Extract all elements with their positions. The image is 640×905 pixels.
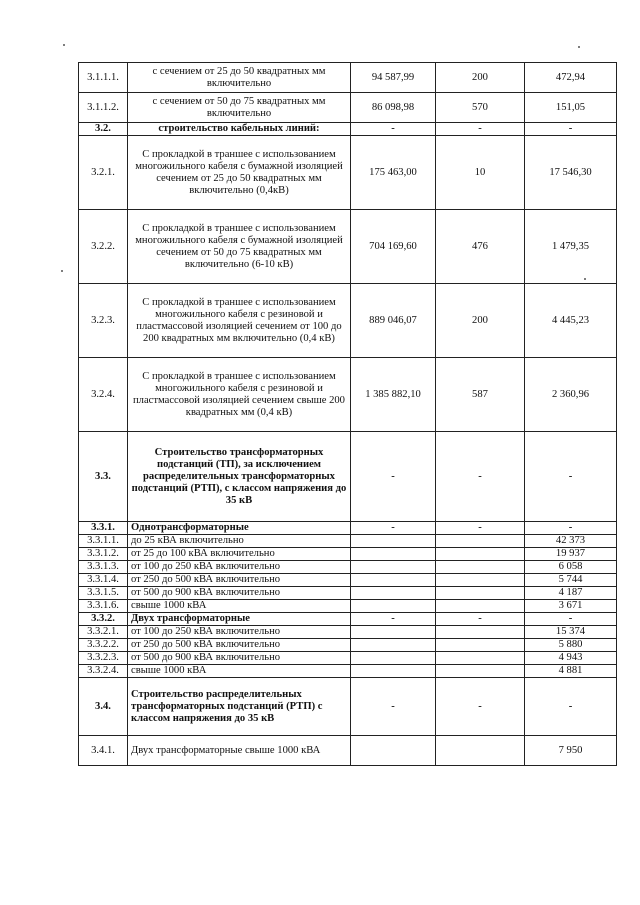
row-name: Двух трансформаторные <box>128 613 351 626</box>
row-value-1: 94 587,99 <box>351 63 436 93</box>
row-name: от 250 до 500 кВА включительно <box>128 574 351 587</box>
table-row <box>79 678 617 736</box>
row-name: от 100 до 250 кВА включительно <box>128 561 351 574</box>
table-row <box>79 548 617 561</box>
row-value-2 <box>436 652 525 665</box>
row-value-3: - <box>525 432 617 522</box>
row-code: 3.3.1.4. <box>79 574 128 587</box>
row-value-2: - <box>436 522 525 535</box>
row-value-1 <box>351 535 436 548</box>
row-value-3: 6 058 <box>525 561 617 574</box>
row-name: от 500 до 900 кВА включительно <box>128 587 351 600</box>
row-name: С прокладкой в траншее с использованием многожильного кабеля с бумажной изоляцией сечением от 50 до 75 квадратных мм включительно (6-10 кВ) <box>128 210 351 284</box>
row-value-1 <box>351 665 436 678</box>
row-value-1: 175 463,00 <box>351 136 436 210</box>
row-name: с сечением от 25 до 50 квадратных мм включительно <box>128 63 351 93</box>
row-value-1 <box>351 639 436 652</box>
row-name: С прокладкой в траншее с использованием многожильного кабеля с резиновой и пластмассовой изоляцией сечением свыше 200 квадратных мм (0,4 кВ) <box>128 358 351 432</box>
row-code: 3.3.2.1. <box>79 626 128 639</box>
row-value-1: - <box>351 678 436 736</box>
row-code: 3.3.2.4. <box>79 665 128 678</box>
table-row <box>79 587 617 600</box>
row-name: Строительство распределительных трансформаторных подстанций (РТП) с классом напряжения до 35 кВ <box>128 678 351 736</box>
row-value-2 <box>436 535 525 548</box>
row-value-1: 704 169,60 <box>351 210 436 284</box>
row-value-1: - <box>351 432 436 522</box>
table-row <box>79 136 617 210</box>
row-value-1: 1 385 882,10 <box>351 358 436 432</box>
row-value-1 <box>351 736 436 766</box>
row-value-1 <box>351 652 436 665</box>
row-name: свыше 1000 кВА <box>128 600 351 613</box>
scan-speck <box>584 278 586 280</box>
row-name: Однотрансформаторные <box>128 522 351 535</box>
row-value-3: 2 360,96 <box>525 358 617 432</box>
row-value-3: - <box>525 678 617 736</box>
row-name: от 500 до 900 кВА включительно <box>128 652 351 665</box>
row-name: строительство кабельных линий: <box>128 123 351 136</box>
table-row <box>79 561 617 574</box>
row-value-3: 7 950 <box>525 736 617 766</box>
table-row <box>79 600 617 613</box>
row-value-2: 570 <box>436 93 525 123</box>
row-value-1 <box>351 574 436 587</box>
table-row <box>79 284 617 358</box>
row-value-2 <box>436 665 525 678</box>
table-row <box>79 665 617 678</box>
row-code: 3.2.1. <box>79 136 128 210</box>
row-code: 3.3. <box>79 432 128 522</box>
row-value-2 <box>436 736 525 766</box>
table-row <box>79 626 617 639</box>
row-code: 3.3.1.2. <box>79 548 128 561</box>
table-row <box>79 358 617 432</box>
row-code: 3.3.2. <box>79 613 128 626</box>
row-value-2 <box>436 639 525 652</box>
row-value-3: 19 937 <box>525 548 617 561</box>
row-value-1 <box>351 600 436 613</box>
row-value-1 <box>351 587 436 600</box>
row-value-2: 10 <box>436 136 525 210</box>
row-name: от 100 до 250 кВА включительно <box>128 626 351 639</box>
row-value-3: 151,05 <box>525 93 617 123</box>
row-value-1: - <box>351 613 436 626</box>
table-row <box>79 736 617 766</box>
row-name: Строительство трансформаторных подстанций (ТП), за исключением распределительных трансформаторных подстанций (РТП), с классом напряжения до 35 кВ <box>128 432 351 522</box>
row-name: С прокладкой в траншее с использованием многожильного кабеля с бумажной изоляцией сечением от 25 до 50 квадратных мм включительно (0,4кВ) <box>128 136 351 210</box>
row-name: до 25 кВА включительно <box>128 535 351 548</box>
row-value-1 <box>351 626 436 639</box>
row-value-2 <box>436 561 525 574</box>
row-value-3: - <box>525 613 617 626</box>
table-row <box>79 535 617 548</box>
row-value-2 <box>436 600 525 613</box>
row-code: 3.3.2.3. <box>79 652 128 665</box>
row-code: 3.2.4. <box>79 358 128 432</box>
row-name: от 250 до 500 кВА включительно <box>128 639 351 652</box>
row-code: 3.3.1. <box>79 522 128 535</box>
row-value-2: - <box>436 678 525 736</box>
row-value-3: 5 880 <box>525 639 617 652</box>
row-code: 3.1.1.2. <box>79 93 128 123</box>
row-code: 3.3.2.2. <box>79 639 128 652</box>
row-name: от 25 до 100 кВА включительно <box>128 548 351 561</box>
row-code: 3.2.3. <box>79 284 128 358</box>
row-value-2: - <box>436 123 525 136</box>
row-value-2: 587 <box>436 358 525 432</box>
scan-speck <box>61 270 63 272</box>
row-code: 3.2.2. <box>79 210 128 284</box>
row-value-2: 200 <box>436 284 525 358</box>
row-value-1: - <box>351 123 436 136</box>
row-value-2 <box>436 587 525 600</box>
row-code: 3.3.1.3. <box>79 561 128 574</box>
table-row <box>79 522 617 535</box>
table-row <box>79 63 617 93</box>
row-value-2: 200 <box>436 63 525 93</box>
row-value-3: 1 479,35 <box>525 210 617 284</box>
table-row <box>79 652 617 665</box>
row-code: 3.4. <box>79 678 128 736</box>
row-value-2 <box>436 626 525 639</box>
row-value-2: - <box>436 613 525 626</box>
row-name: свыше 1000 кВА <box>128 665 351 678</box>
row-value-3: 4 187 <box>525 587 617 600</box>
row-code: 3.3.1.6. <box>79 600 128 613</box>
table-row <box>79 574 617 587</box>
row-value-2 <box>436 548 525 561</box>
row-value-3: 42 373 <box>525 535 617 548</box>
row-value-1: - <box>351 522 436 535</box>
row-name: С прокладкой в траншее с использованием многожильного кабеля с резиновой и пластмассовой изоляцией сечением от 100 до 200 квадратных мм включительно (0,4 кВ) <box>128 284 351 358</box>
row-value-3: 472,94 <box>525 63 617 93</box>
row-value-2: - <box>436 432 525 522</box>
row-value-2 <box>436 574 525 587</box>
row-value-1 <box>351 561 436 574</box>
table-row <box>79 639 617 652</box>
row-value-3: 15 374 <box>525 626 617 639</box>
row-code: 3.4.1. <box>79 736 128 766</box>
scan-speck <box>578 46 580 48</box>
row-value-1: 889 046,07 <box>351 284 436 358</box>
row-value-2: 476 <box>436 210 525 284</box>
row-value-3: 3 671 <box>525 600 617 613</box>
row-value-1 <box>351 548 436 561</box>
row-code: 3.3.1.1. <box>79 535 128 548</box>
tariff-table-body <box>79 63 617 766</box>
row-code: 3.1.1.1. <box>79 63 128 93</box>
row-value-3: - <box>525 123 617 136</box>
tariff-table <box>78 62 617 766</box>
row-value-3: 5 744 <box>525 574 617 587</box>
row-value-1: 86 098,98 <box>351 93 436 123</box>
table-row <box>79 123 617 136</box>
table-row <box>79 93 617 123</box>
table-row <box>79 210 617 284</box>
row-value-3: 17 546,30 <box>525 136 617 210</box>
table-row <box>79 432 617 522</box>
table-row <box>79 613 617 626</box>
row-value-3: 4 943 <box>525 652 617 665</box>
row-code: 3.2. <box>79 123 128 136</box>
row-value-3: - <box>525 522 617 535</box>
row-name: Двух трансформаторные свыше 1000 кВА <box>128 736 351 766</box>
row-value-3: 4 445,23 <box>525 284 617 358</box>
row-code: 3.3.1.5. <box>79 587 128 600</box>
scan-speck <box>63 44 65 46</box>
row-name: с сечением от 50 до 75 квадратных мм включительно <box>128 93 351 123</box>
row-value-3: 4 881 <box>525 665 617 678</box>
